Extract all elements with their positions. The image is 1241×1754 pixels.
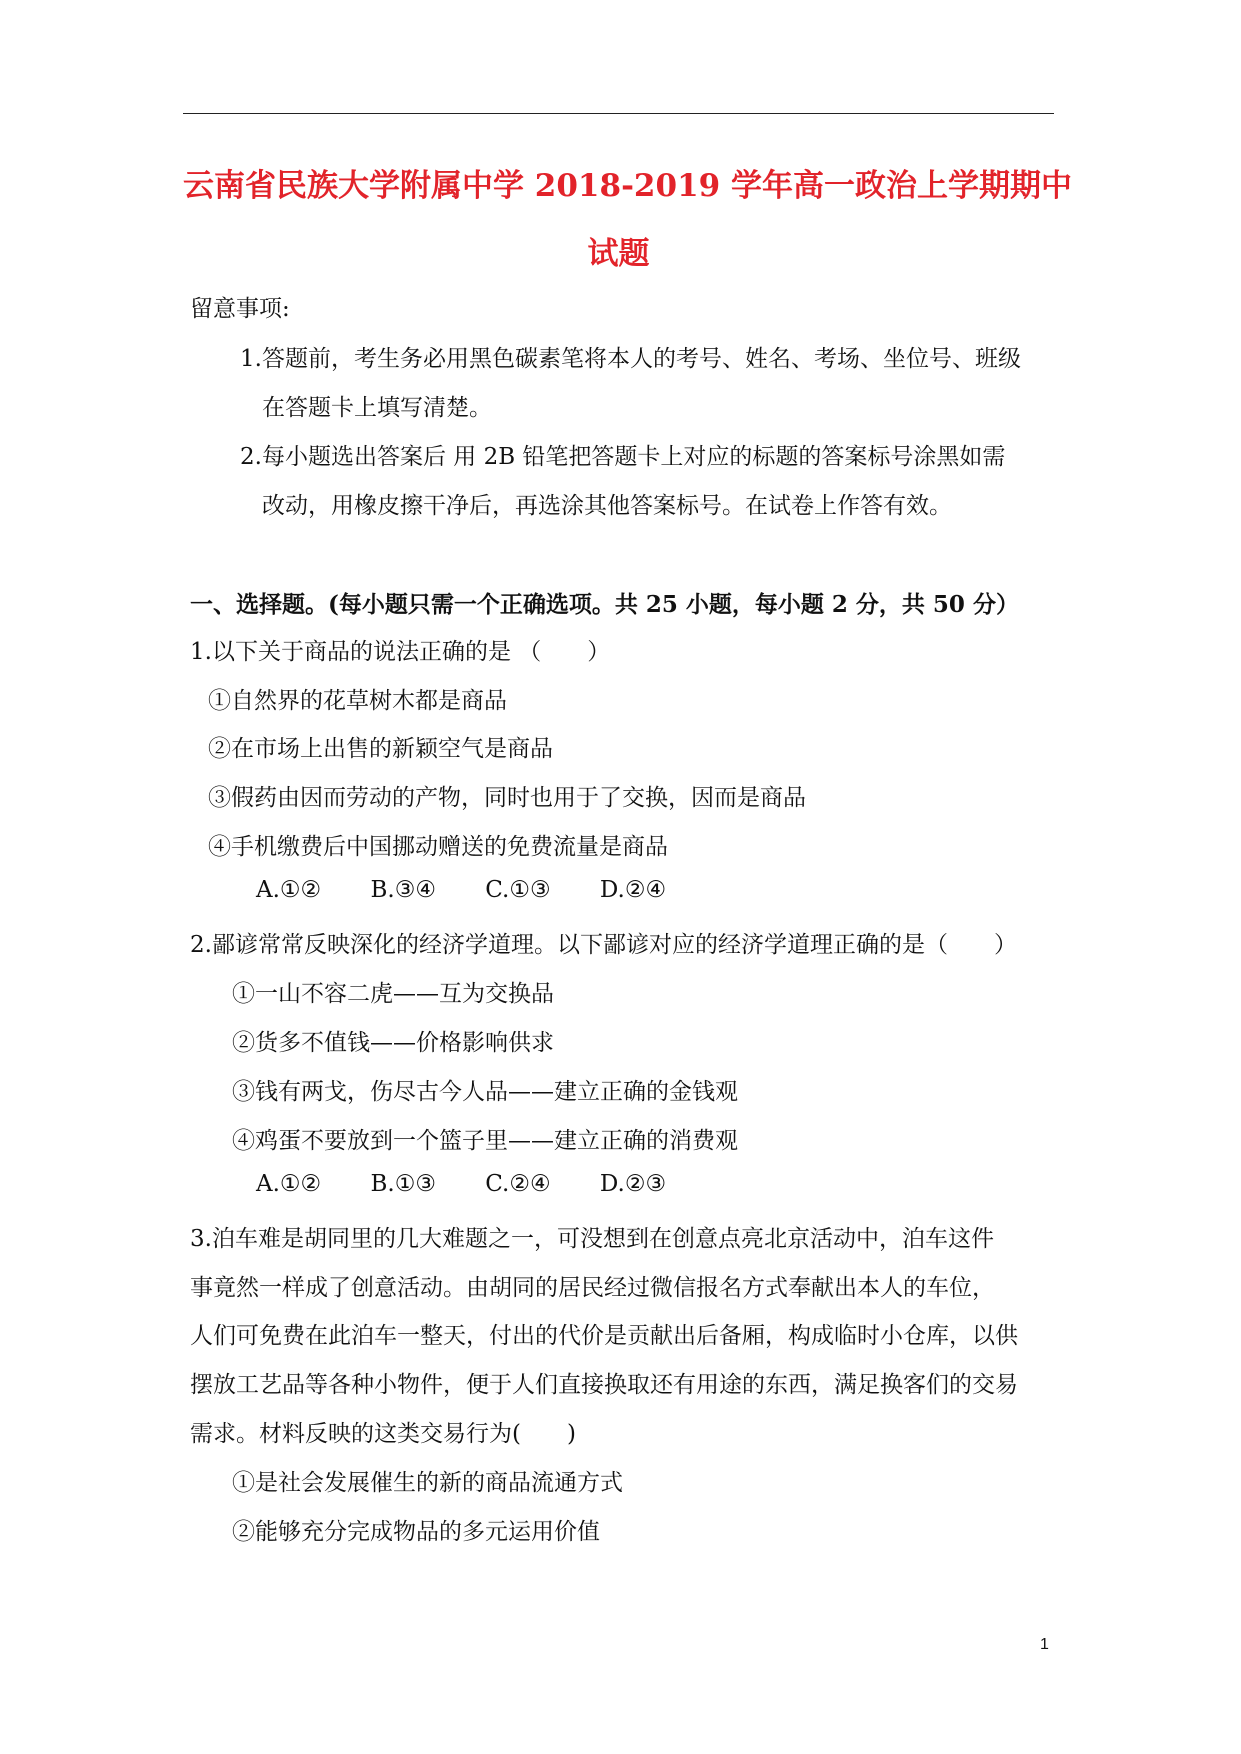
question-3-stem-line: 人们可免费在此泊车一整天，付出的代价是贡献出后备厢，构成临时小仓库，以供 xyxy=(190,1323,1018,1349)
document-title-line2: 试题 xyxy=(587,236,650,272)
question-3-stem-line: 摆放工艺品等各种小物件，便于人们直接换取还有用途的东西，满足换客们的交易 xyxy=(190,1372,1018,1398)
question-3-stem-line: 需求。材料反映的这类交易行为( ) xyxy=(190,1421,576,1447)
question-2-item: ②货多不值钱——价格影响供求 xyxy=(232,1030,554,1056)
question-2-choices xyxy=(256,1171,708,1197)
question-3-item: ①是社会发展催生的新的商品流通方式 xyxy=(232,1470,623,1496)
notice-item-2-line2: 改动，用橡皮擦干净后，再选涂其他答案标号。在试卷上作答有效。 xyxy=(262,493,952,519)
section-heading: 一、选择题。(每小题只需一个正确选项。共 25 小题，每小题 2 分，共 50 分） xyxy=(190,591,1019,618)
question-3-stem-line: 3.泊车难是胡同里的几大难题之一，可没想到在创意点亮北京活动中，泊车这件 xyxy=(190,1226,994,1252)
choice-c: C.①③ xyxy=(485,877,551,903)
page-number: 1 xyxy=(1040,1636,1049,1653)
question-3-item: ②能够充分完成物品的多元运用价值 xyxy=(232,1519,600,1545)
choice-d: D.②③ xyxy=(599,1171,667,1197)
notice-item-1-line1: 1.答题前，考生务必用黑色碳素笔将本人的考号、姓名、考场、坐位号、班级 xyxy=(240,346,1021,372)
notice-item-2-line1: 2.每小题选出答案后 用 2B 铅笔把答题卡上对应的标题的答案标号涂黑如需 xyxy=(240,444,1006,470)
notice-item-1-line2: 在答题卡上填写清楚。 xyxy=(262,395,492,421)
notice-heading: 留意事项: xyxy=(190,296,290,322)
choice-d: D.②④ xyxy=(599,877,667,903)
question-2-item: ①一山不容二虎——互为交换品 xyxy=(232,981,554,1007)
question-1-stem: 1.以下关于商品的说法正确的是 （ ） xyxy=(190,639,611,665)
choice-a: A.①② xyxy=(256,877,322,903)
choice-a: A.①② xyxy=(256,1171,322,1197)
question-1-item: ③假药由因而劳动的产物，同时也用于了交换，因而是商品 xyxy=(208,785,806,811)
question-2-stem: 2.鄙谚常常反映深化的经济学道理。以下鄙谚对应的经济学道理正确的是（ ） xyxy=(190,932,1017,958)
question-1-item: ①自然界的花草树木都是商品 xyxy=(208,688,507,714)
question-1-item: ②在市场上出售的新颖空气是商品 xyxy=(208,736,553,762)
question-2-item: ④鸡蛋不要放到一个篮子里——建立正确的消费观 xyxy=(232,1128,738,1154)
question-3-stem-line: 事竟然一样成了创意活动。由胡同的居民经过微信报名方式奉献出本人的车位， xyxy=(190,1275,995,1301)
choice-b: B.①③ xyxy=(370,1171,436,1197)
choice-b: B.③④ xyxy=(370,877,436,903)
document-title-line1: 云南省民族大学附属中学 2018-2019 学年高一政治上学期期中 xyxy=(183,168,1073,204)
choice-c: C.②④ xyxy=(485,1171,551,1197)
top-rule xyxy=(183,113,1054,114)
question-1-choices xyxy=(256,877,708,903)
question-1-item: ④手机缴费后中国挪动赠送的免费流量是商品 xyxy=(208,834,668,860)
question-2-item: ③钱有两戈，伤尽古今人品——建立正确的金钱观 xyxy=(232,1079,738,1105)
